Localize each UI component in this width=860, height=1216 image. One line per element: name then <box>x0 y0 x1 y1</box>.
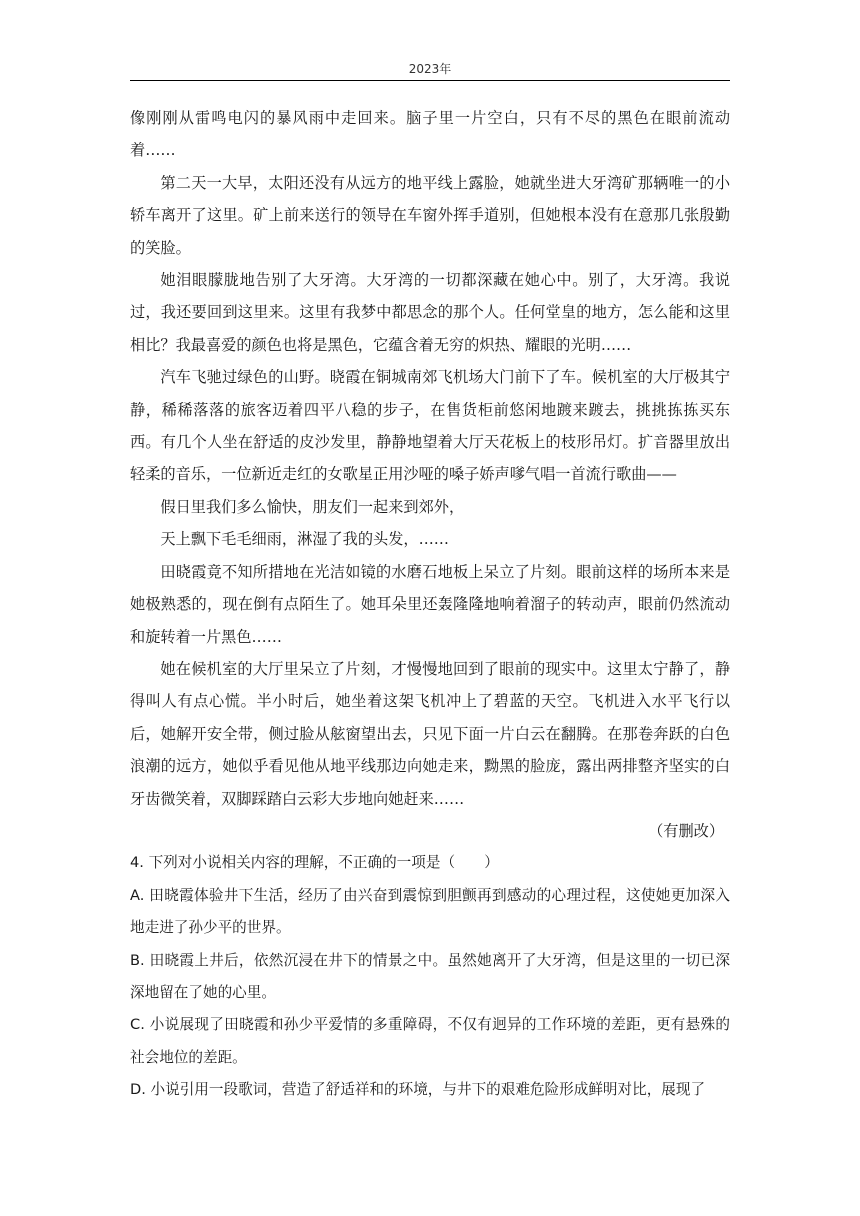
story-paragraph-5: 田晓霞竟不知所措地在光洁如镜的水磨石地板上呆立了片刻。眼前这样的场所本来是她极熟悉的，现在倒有点陌生了。她耳朵里还轰隆隆地响着溜子的转动声，眼前仍然流动和旋转着一片黑色…… <box>130 562 730 646</box>
page-header: 2023年 <box>408 62 452 76</box>
story-paragraph-4: 汽车飞驰过绿色的山野。晓霞在铜城南郊飞机场大门前下了车。候机室的大厅极其宁静，稀稀落落的旅客迈着四平八稳的步子，在售货柜前悠闲地踱来踱去，挑挑拣拣买东西。有几个人坐在舒适的皮沙发里，静静地望着大厅天花板上的枝形吊灯。扩音器里放出轻柔的音乐，一位新近走红的女歌星正用沙哑的嗓子娇声嗲气唱一首流行歌曲—— <box>130 368 730 484</box>
option-a: A. 田晓霞体验井下生活，经历了由兴奋到震惊到胆颤再到感动的心理过程，这使她更加深入地走进了孙少平的世界。 <box>130 886 730 937</box>
story-paragraph-3: 她泪眼朦胧地告别了大牙湾。大牙湾的一切都深藏在她心中。别了，大牙湾。我说过，我还要回到这里来。这里有我梦中都思念的那个人。任何堂皇的地方，怎么能和这里相比？我最喜爱的颜色也将是黑色，它蕴含着无穷的炽热、耀眼的光明…… <box>130 271 730 354</box>
edit-note: （有删改） <box>648 821 724 840</box>
story-paragraph-6: 她在候机室的大厅里呆立了片刻，才慢慢地回到了眼前的现实中。这里太宁静了，静得叫人有点心慌。半小时后，她坐着这架飞机冲上了碧蓝的天空。飞机进入水平飞行以后，她解开安全带，侧过脸从舷窗望出去，只见下面一片白云在翻腾。在那卷奔跃的白色浪潮的远方，她似乎看见他从地平线那边向她走来，黝黑的脸庞，露出两排整齐坚实的白牙齿微笑着，双脚踩踏白云彩大步地向她赶来…… <box>130 659 730 808</box>
option-c: C. 小说展现了田晓霞和孙少平爱情的多重障碍，不仅有迥异的工作环境的差距，更有悬殊的社会地位的差距。 <box>130 1016 730 1066</box>
header-divider <box>130 80 730 81</box>
document-body <box>130 102 730 1107</box>
song-lyric-line-1: 假日里我们多么愉快，朋友们一起来到郊外， <box>160 497 465 516</box>
story-paragraph-2: 第二天一大早，太阳还没有从远方的地平线上露脸，她就坐进大牙湾矿那辆唯一的小轿车离开了这里。矿上前来送行的领导在车窗外挥手道别，但她根本没有在意那几张殷勤的笑脸。 <box>130 173 730 257</box>
song-lyric-line-2: 天上飘下毛毛细雨，淋湿了我的头发，…… <box>160 530 449 549</box>
option-d: D. 小说引用一段歌词，营造了舒适祥和的环境，与井下的艰难危险形成鲜明对比，展现了 <box>130 1081 706 1099</box>
question-stem: 4. 下列对小说相关内容的理解，不正确的一项是（ ） <box>130 854 499 872</box>
option-b: B. 田晓霞上井后，依然沉浸在井下的情景之中。虽然她离开了大牙湾，但是这里的一切已深深地留在了她的心里。 <box>130 951 730 1001</box>
story-paragraph-1: 像刚刚从雷鸣电闪的暴风雨中走回来。脑子里一片空白，只有不尽的黑色在眼前流动着…… <box>130 109 730 160</box>
